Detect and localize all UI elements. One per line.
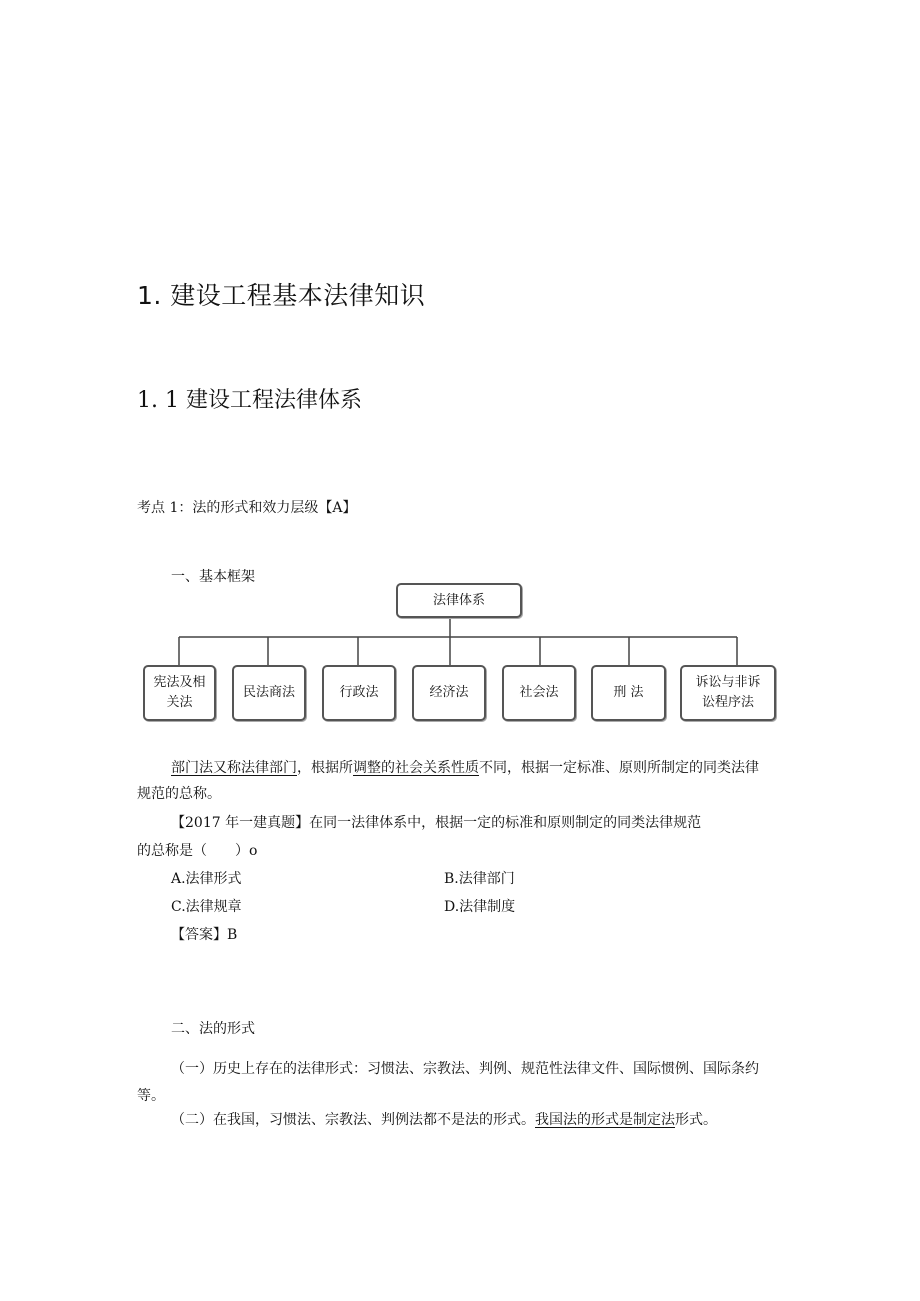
definition-text: 不同，根据一定标准、原则所制定的同类法律 xyxy=(479,760,759,776)
answer: 【答案】B xyxy=(171,927,238,943)
diagram-node-constitution: 宪法及相 关法 xyxy=(143,665,216,721)
forms-title: 二、法的形式 xyxy=(171,1021,255,1037)
option-a: A.法律形式 xyxy=(171,871,242,887)
definition-term: 部门法又称法律部门 xyxy=(171,760,297,776)
forms-item-2 xyxy=(171,1107,717,1133)
forms-item-2-emphasis: 我国法的形式是制定法 xyxy=(535,1112,675,1128)
diagram-node-criminal: 刑 法 xyxy=(591,665,666,721)
forms-item-2-text: 形式。 xyxy=(675,1112,717,1128)
diagram-node-social: 社会法 xyxy=(502,665,576,721)
exam-question-line-1: 【2017 年一建真题】在同一法律体系中，根据一定的标准和原则制定的同类法律规范 xyxy=(171,815,702,831)
diagram-node-procedural: 诉讼与非诉 讼程序法 xyxy=(680,665,776,721)
law-system-diagram xyxy=(138,578,783,728)
definition-line-2: 规范的总称。 xyxy=(137,786,221,802)
option-d: D.法律制度 xyxy=(444,899,516,915)
diagram-root-node: 法律体系 xyxy=(396,583,522,618)
section-heading: 1. 1 建设工程法律体系 xyxy=(137,388,362,413)
diagram-node-administrative: 行政法 xyxy=(322,665,396,721)
diagram-node-civil-commercial: 民法商法 xyxy=(232,665,306,721)
definition-line-1 xyxy=(171,755,759,781)
option-c: C.法律规章 xyxy=(171,899,242,915)
topic-heading: 考点 1：法的形式和效力层级【A】 xyxy=(137,500,357,516)
option-b: B.法律部门 xyxy=(444,871,515,887)
forms-item-1-line-1: （一）历史上存在的法律形式：习惯法、宗教法、判例、规范性法律文件、国际惯例、国际条约 xyxy=(171,1061,759,1077)
forms-item-1-line-2: 等。 xyxy=(137,1088,165,1104)
definition-text: ，根据所 xyxy=(297,760,353,776)
forms-item-2-text: （二）在我国，习惯法、宗教法、判例法都不是法的形式。 xyxy=(171,1112,535,1128)
chapter-heading: 1. 建设工程基本法律知识 xyxy=(137,281,426,310)
exam-question-line-2: 的总称是（ ）o xyxy=(137,843,258,859)
framework-title: 一、基本框架 xyxy=(171,569,255,585)
definition-emphasis: 调整的社会关系性质 xyxy=(353,760,479,776)
diagram-node-economic: 经济法 xyxy=(412,665,486,721)
